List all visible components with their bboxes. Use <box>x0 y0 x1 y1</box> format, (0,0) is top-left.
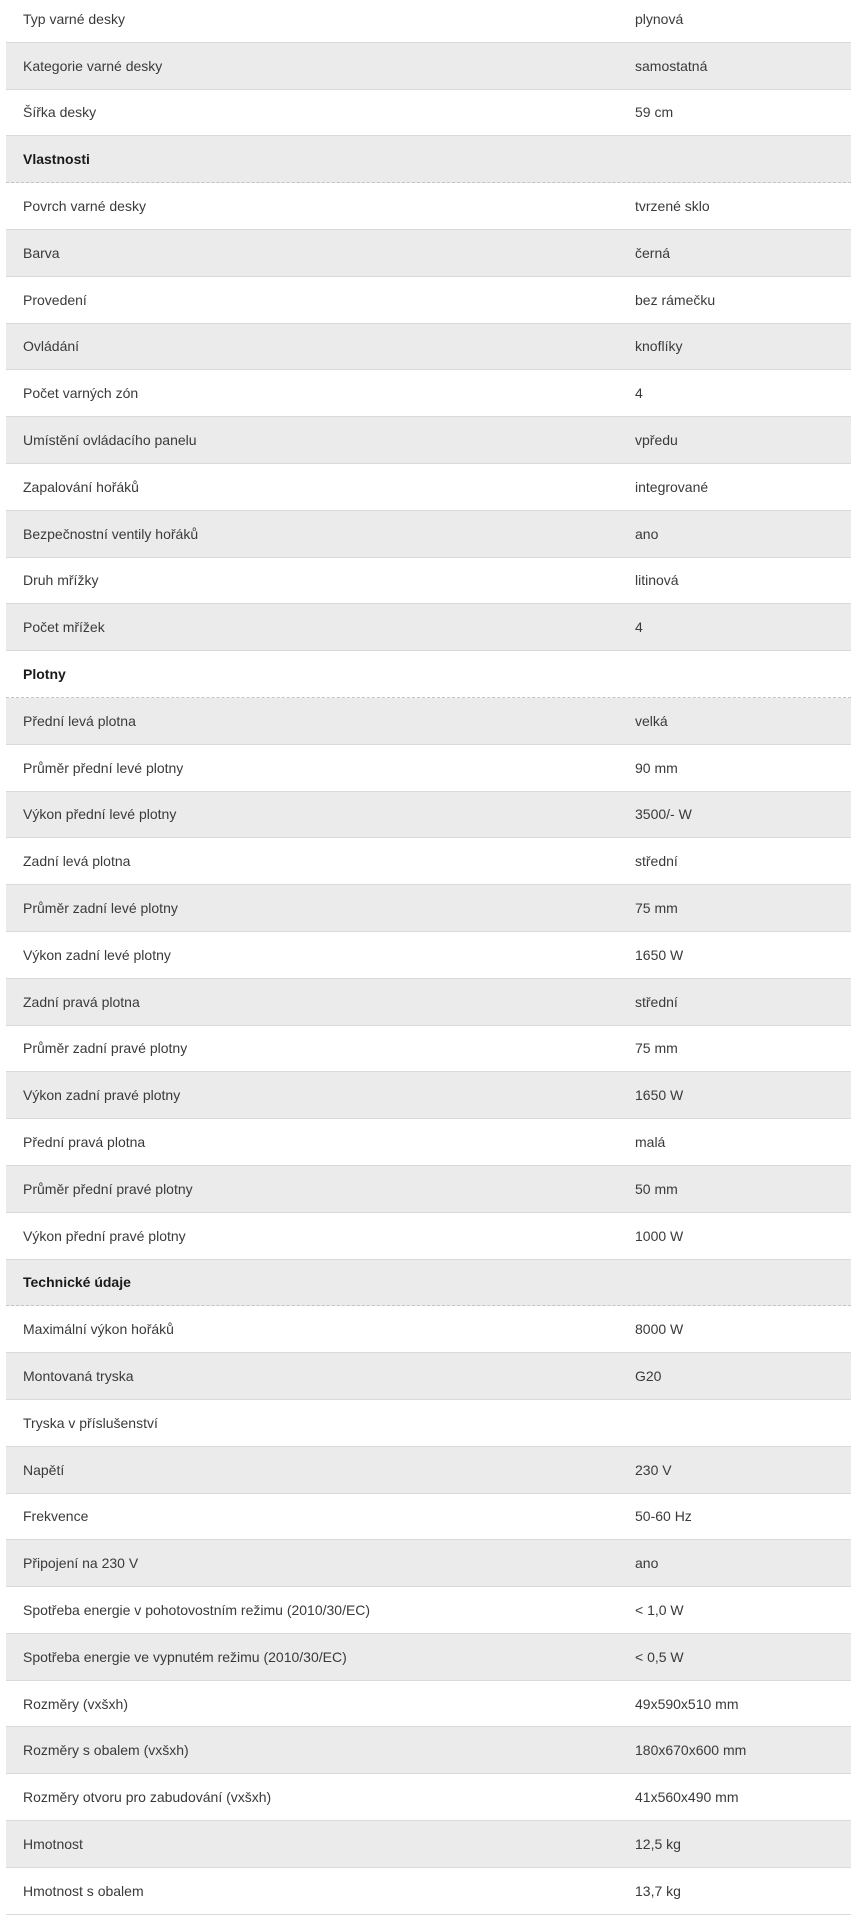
spec-row <box>6 183 851 230</box>
spec-value: knoflíky <box>635 338 683 355</box>
spec-row <box>6 1494 851 1541</box>
spec-label: Barva <box>23 244 60 261</box>
spec-row <box>6 1821 851 1868</box>
spec-row <box>6 1306 851 1353</box>
spec-label: Počet mřížek <box>23 619 105 636</box>
spec-value: tvrzené sklo <box>635 198 710 215</box>
spec-label: Zadní pravá plotna <box>23 993 140 1010</box>
spec-value: 1650 W <box>635 1087 684 1104</box>
spec-row <box>6 324 851 371</box>
spec-label: Ovládání <box>23 338 80 355</box>
spec-value: 8000 W <box>635 1321 684 1338</box>
spec-value: ano <box>635 1555 659 1572</box>
spec-row <box>6 1727 851 1774</box>
spec-value: 4 <box>635 385 643 402</box>
spec-row <box>6 1447 851 1494</box>
spec-label: Maximální výkon hořáků <box>23 1321 174 1338</box>
spec-row <box>6 1681 851 1728</box>
spec-label: Výkon přední pravé plotny <box>23 1227 186 1244</box>
spec-label: Průměr přední pravé plotny <box>23 1180 193 1197</box>
spec-row <box>6 230 851 277</box>
spec-label: Napětí <box>23 1461 65 1478</box>
section-heading-row-vlastnosti <box>6 136 851 183</box>
spec-label: Umístění ovládacího panelu <box>23 432 197 449</box>
section-heading: Technické údaje <box>23 1274 131 1291</box>
spec-row <box>6 885 851 932</box>
spec-label: Tryska v příslušenství <box>23 1414 158 1431</box>
spec-label: Průměr přední levé plotny <box>23 759 184 776</box>
spec-row <box>6 1634 851 1681</box>
spec-label: Průměr zadní pravé plotny <box>23 1040 188 1057</box>
spec-label: Provedení <box>23 291 87 308</box>
spec-row <box>6 1166 851 1213</box>
spec-table <box>6 0 851 1915</box>
spec-value: 13,7 kg <box>635 1882 681 1899</box>
spec-value: malá <box>635 1134 666 1151</box>
spec-value: vpředu <box>635 432 678 449</box>
spec-row <box>6 417 851 464</box>
spec-label: Rozměry (vxšxh) <box>23 1695 129 1712</box>
spec-label: Výkon přední levé plotny <box>23 806 177 823</box>
spec-label: Připojení na 230 V <box>23 1555 139 1572</box>
spec-label: Rozměry s obalem (vxšxh) <box>23 1742 189 1759</box>
spec-label: Zapalování hořáků <box>23 478 139 495</box>
spec-row <box>6 838 851 885</box>
spec-value: 49x590x510 mm <box>635 1695 739 1712</box>
spec-value: 3500/- W <box>635 806 692 823</box>
spec-value: litinová <box>635 572 679 589</box>
spec-row <box>6 0 851 43</box>
spec-value: 75 mm <box>635 1040 678 1057</box>
spec-value: < 1,0 W <box>635 1601 684 1618</box>
spec-row <box>6 370 851 417</box>
spec-value: 75 mm <box>635 900 678 917</box>
spec-value: < 0,5 W <box>635 1648 684 1665</box>
spec-row <box>6 979 851 1026</box>
spec-label: Zadní levá plotna <box>23 853 131 870</box>
spec-value: 50 mm <box>635 1180 678 1197</box>
spec-value: 1000 W <box>635 1227 684 1244</box>
spec-row <box>6 1213 851 1260</box>
section-heading: Vlastnosti <box>23 151 90 168</box>
spec-label: Bezpečnostní ventily hořáků <box>23 525 199 542</box>
spec-value: střední <box>635 853 678 870</box>
spec-row <box>6 43 851 90</box>
spec-row <box>6 464 851 511</box>
section-heading: Plotny <box>23 666 66 683</box>
spec-row <box>6 1400 851 1447</box>
spec-row <box>6 604 851 651</box>
spec-value: ano <box>635 525 659 542</box>
spec-value: plynová <box>635 10 684 27</box>
spec-value: integrované <box>635 478 709 495</box>
spec-row <box>6 1353 851 1400</box>
spec-row <box>6 932 851 979</box>
spec-row <box>6 277 851 324</box>
spec-label: Hmotnost <box>23 1835 83 1852</box>
spec-value: velká <box>635 712 668 729</box>
spec-label: Průměr zadní levé plotny <box>23 900 178 917</box>
spec-label: Spotřeba energie v pohotovostním režimu (2010/30/EC) <box>23 1601 371 1618</box>
spec-label: Druh mřížky <box>23 572 99 589</box>
spec-value: 1650 W <box>635 946 684 963</box>
spec-value: 4 <box>635 619 643 636</box>
spec-row <box>6 511 851 558</box>
spec-row <box>6 90 851 137</box>
spec-value: 50-60 Hz <box>635 1508 692 1525</box>
spec-label: Montovaná tryska <box>23 1368 134 1384</box>
spec-row <box>6 558 851 605</box>
spec-value: 12,5 kg <box>635 1835 681 1852</box>
spec-label: Přední pravá plotna <box>23 1134 146 1151</box>
spec-value: bez rámečku <box>635 291 716 308</box>
section-heading-row-technicke-udaje <box>6 1260 851 1307</box>
spec-row <box>6 1026 851 1073</box>
spec-value: samostatná <box>635 57 708 74</box>
spec-value: 230 V <box>635 1461 672 1478</box>
spec-value: 41x560x490 mm <box>635 1789 739 1806</box>
spec-value: černá <box>635 244 671 261</box>
spec-label: Šířka desky <box>23 104 97 121</box>
spec-label: Typ varné desky <box>23 10 125 27</box>
spec-value: 90 mm <box>635 759 678 776</box>
spec-row <box>6 1587 851 1634</box>
spec-label: Povrch varné desky <box>23 198 146 215</box>
spec-row <box>6 698 851 745</box>
spec-row <box>6 1072 851 1119</box>
spec-value: 180x670x600 mm <box>635 1742 747 1759</box>
spec-label: Hmotnost s obalem <box>23 1882 144 1899</box>
spec-row <box>6 1119 851 1166</box>
spec-row <box>6 745 851 792</box>
spec-value: G20 <box>635 1368 662 1384</box>
spec-label: Rozměry otvoru pro zabudování (vxšxh) <box>23 1789 272 1806</box>
section-heading-row-plotny <box>6 651 851 698</box>
spec-label: Počet varných zón <box>23 385 139 402</box>
spec-row <box>6 1774 851 1821</box>
spec-label: Frekvence <box>23 1508 89 1525</box>
spec-value: střední <box>635 993 678 1010</box>
spec-label: Přední levá plotna <box>23 712 136 729</box>
spec-row <box>6 792 851 839</box>
spec-label: Výkon zadní levé plotny <box>23 946 171 963</box>
spec-row <box>6 1540 851 1587</box>
spec-value: 59 cm <box>635 104 674 121</box>
spec-label: Kategorie varné desky <box>23 57 163 74</box>
spec-row <box>6 1868 851 1915</box>
spec-label: Výkon zadní pravé plotny <box>23 1087 181 1104</box>
spec-label: Spotřeba energie ve vypnutém režimu (2010/30/EC) <box>23 1648 347 1665</box>
